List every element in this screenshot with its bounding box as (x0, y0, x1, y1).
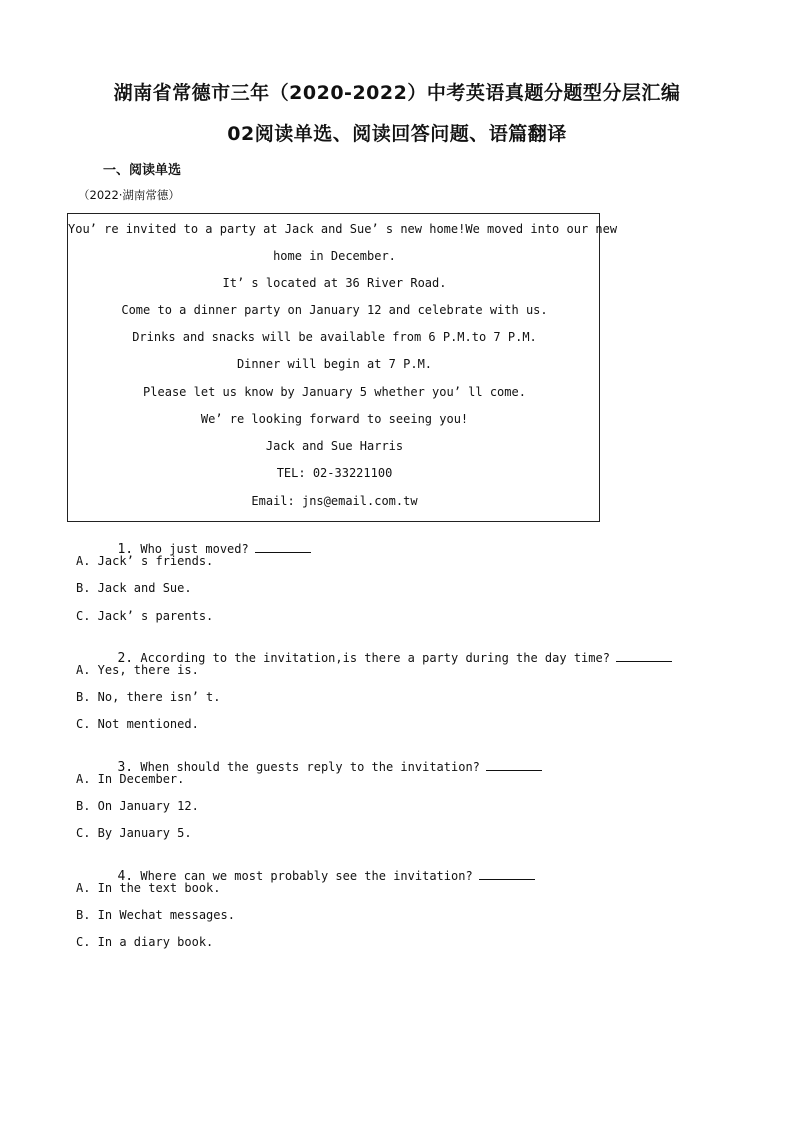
option-b: B. In Wechat messages. (76, 908, 235, 922)
option-a: A. In December. (76, 772, 185, 786)
option-c: C. Not mentioned. (76, 717, 199, 731)
invitation-line: Dinner will begin at 7 P.M. (236, 357, 433, 371)
question-text: Where can we most probably see the invitation? (140, 869, 473, 883)
answer-blank (255, 541, 311, 553)
invitation-line: We’ re looking forward to seeing you! (200, 412, 469, 426)
option-b: B. No, there isn’ t. (76, 690, 221, 704)
option-b: B. Jack and Sue. (76, 581, 192, 595)
option-a: A. In the text book. (76, 881, 221, 895)
invitation-phone: TEL: 02-33221100 (276, 466, 393, 480)
option-c: C. Jack’ s parents. (76, 609, 214, 623)
document-title-line-2: 02阅读单选、阅读回答问题、语篇翻译 (227, 123, 567, 145)
question-4 (103, 854, 535, 884)
invitation-line: Come to a dinner party on January 12 and celebrate with us. (121, 303, 548, 317)
invitation-email: Email: jns@email.com.tw (251, 494, 418, 508)
invitation-signature: Jack and Sue Harris (265, 439, 404, 453)
question-number: 3. (117, 760, 134, 775)
option-c: C. In a diary book. (76, 935, 214, 949)
invitation-line: Drinks and snacks will be available from 6 P.M.to 7 P.M. (132, 330, 537, 344)
question-text: According to the invitation,is there a party during the day time? (140, 651, 610, 665)
invitation-line: You’ re invited to a party at Jack and Sue’ s new home!We moved into our new (68, 222, 618, 236)
question-text: When should the guests reply to the invitation? (140, 760, 480, 774)
question-number: 4. (117, 869, 134, 884)
answer-blank (616, 650, 672, 662)
invitation-line: Please let us know by January 5 whether you’ ll come. (143, 385, 526, 399)
invitation-line: home in December. (273, 249, 396, 263)
answer-blank (486, 759, 542, 771)
question-number: 1. (117, 542, 134, 557)
invitation-line: It’ s located at 36 River Road. (222, 276, 447, 290)
question-text: Who just moved? (140, 542, 249, 556)
question-1 (103, 527, 311, 557)
invitation-box (67, 213, 618, 522)
option-a: A. Yes, there is. (76, 663, 199, 677)
question-source: （2022·湖南常德） (78, 188, 180, 202)
option-a: A. Jack’ s friends. (76, 554, 214, 568)
document-title-line-1: 湖南省常德市三年（2020-2022）中考英语真题分题型分层汇编 (113, 82, 681, 104)
section-heading: 一、阅读单选 (103, 163, 182, 178)
option-c: C. By January 5. (76, 826, 192, 840)
question-3 (103, 745, 542, 775)
option-b: B. On January 12. (76, 799, 199, 813)
answer-blank (479, 868, 535, 880)
question-number: 2. (117, 651, 134, 666)
question-2 (103, 636, 672, 666)
